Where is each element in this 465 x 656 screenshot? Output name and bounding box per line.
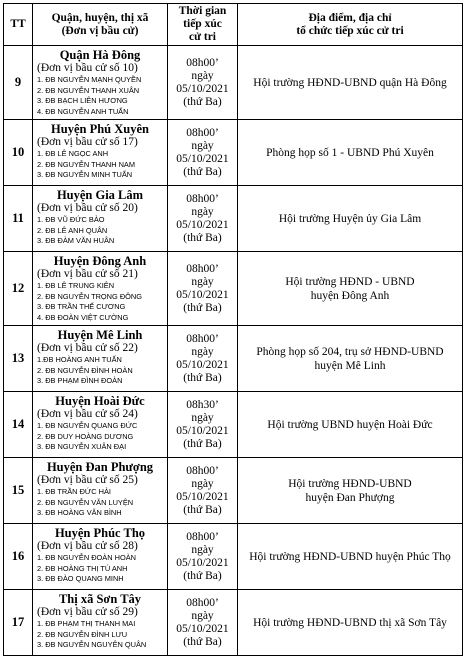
meeting-time-cell [168, 392, 238, 458]
delegate-name: 1. ĐB NGUYỄN QUANG ĐỨC [37, 421, 138, 430]
meeting-date: 05/10/2021 [176, 490, 229, 503]
delegate-name: 3. ĐB PHẠM ĐÌNH ĐOÀN [37, 376, 123, 385]
meeting-place-line1: Phòng họp số 204, trụ sở HĐND-UBND [256, 345, 444, 358]
meeting-day-label: ngày [191, 477, 214, 490]
delegate-name: 1. ĐB TRẦN ĐỨC HẢI [37, 487, 111, 496]
delegate-name: 1. ĐB LÊ TRUNG KIÊN [37, 281, 115, 290]
electoral-unit-number: (Đơn vị bầu cử số 24) [37, 408, 138, 420]
meeting-day-label: ngày [191, 411, 214, 424]
delegate-name: 3. ĐB BẠCH LIÊN HƯƠNG [37, 96, 128, 105]
meeting-place-cell [238, 186, 463, 252]
meeting-date: 05/10/2021 [176, 358, 229, 371]
electoral-unit-number: (Đơn vị bầu cử số 25) [37, 474, 138, 486]
meeting-time-cell [168, 46, 238, 120]
electoral-unit-cell [33, 326, 168, 392]
row-number: 13 [4, 326, 33, 392]
voter-meeting-schedule-table [3, 3, 463, 656]
electoral-unit-number: (Đơn vị bầu cử số 20) [37, 202, 138, 214]
delegate-name: 1. ĐB VŨ ĐỨC BẢO [37, 215, 105, 224]
table-row [4, 392, 463, 458]
row-number: 11 [4, 186, 33, 252]
table-row [4, 186, 463, 252]
electoral-unit-number: (Đơn vị bầu cử số 21) [37, 268, 138, 280]
district-name: Huyện Phúc Thọ [54, 526, 146, 540]
meeting-place-line2: huyện Đan Phượng [305, 491, 395, 504]
delegate-name: 2. ĐB NGUYỄN VĂN LUYỆN [37, 497, 134, 507]
meeting-hour: 08h00’ [186, 530, 219, 543]
row-number: 14 [4, 392, 33, 458]
meeting-time-cell [168, 326, 238, 392]
table-row [4, 46, 463, 120]
electoral-unit-cell [33, 46, 168, 120]
meeting-hour: 08h00’ [186, 596, 219, 609]
delegate-name: 2. ĐB NGUYỄN ĐÌNH LƯU [37, 629, 128, 639]
meeting-place-cell [238, 46, 463, 120]
meeting-date: 05/10/2021 [176, 622, 229, 635]
meeting-place-line1: Hội trường HĐND-UBND thị xã Sơn Tây [253, 616, 447, 629]
meeting-date: 05/10/2021 [176, 152, 229, 165]
electoral-unit-cell [33, 252, 168, 326]
delegate-name: 2. ĐB NGUYỄN ĐÌNH HOÀN [37, 365, 133, 375]
electoral-unit-number: (Đơn vị bầu cử số 10) [37, 62, 138, 74]
meeting-time-cell [168, 252, 238, 326]
meeting-place-line2: huyện Đông Anh [310, 289, 390, 302]
electoral-unit-cell [33, 458, 168, 524]
delegate-name: 3. ĐB NGUYỄN NGUYÊN QUÂN [37, 640, 147, 649]
meeting-time-cell [168, 590, 238, 656]
schedule-document [3, 3, 462, 649]
meeting-place-line1: Phòng họp số 1 - UBND Phú Xuyên [266, 146, 434, 159]
delegate-name: 3. ĐB NGUYỄN MINH TUẤN [37, 170, 133, 179]
district-name: Quận Hà Đông [59, 48, 141, 62]
meeting-place-line2: huyện Mê Linh [314, 359, 386, 372]
meeting-time-cell [168, 458, 238, 524]
meeting-place-cell [238, 120, 463, 186]
delegate-name: 2. ĐB NGUYỄN THANH NAM [37, 159, 136, 169]
meeting-hour: 08h00’ [186, 332, 219, 345]
row-number: 17 [4, 590, 33, 656]
electoral-unit-cell [33, 524, 168, 590]
table-row [4, 524, 463, 590]
district-name: Huyện Phú Xuyên [51, 122, 149, 136]
table-body [4, 46, 463, 656]
table-row [4, 120, 463, 186]
meeting-weekday: (thứ Ba) [183, 301, 222, 314]
meeting-hour: 08h00’ [186, 262, 219, 275]
row-number: 10 [4, 120, 33, 186]
meeting-place-line1: Hội trường HĐND-UBND huyện Phúc Thọ [249, 550, 451, 563]
meeting-weekday: (thứ Ba) [183, 231, 222, 244]
electoral-unit-cell [33, 392, 168, 458]
delegate-name: 3. ĐB HOÀNG VĂN BÌNH [37, 508, 122, 517]
delegate-name: 4. ĐB ĐOÀN VIỆT CƯỜNG [37, 312, 129, 322]
row-number: 9 [4, 46, 33, 120]
electoral-unit-cell [33, 120, 168, 186]
meeting-place-line1: Hội trường HĐND-UBND [288, 477, 412, 490]
meeting-date: 05/10/2021 [176, 82, 229, 95]
meeting-day-label: ngày [191, 345, 214, 358]
meeting-weekday: (thứ Ba) [183, 371, 222, 384]
meeting-hour: 08h00’ [186, 126, 219, 139]
meeting-hour: 08h00’ [186, 464, 219, 477]
meeting-day-label: ngày [191, 205, 214, 218]
district-name: Huyện Đông Anh [53, 254, 147, 268]
meeting-hour: 08h00’ [186, 192, 219, 205]
meeting-date: 05/10/2021 [176, 288, 229, 301]
table-row [4, 252, 463, 326]
header-time [168, 4, 238, 46]
delegate-name: 2. ĐB NGUYỄN TRỌNG ĐÔNG [37, 291, 142, 301]
district-name: Huyện Hoài Đức [55, 394, 145, 408]
table-header-row [4, 4, 463, 46]
header-unit-line2: (Đơn vị bầu cử) [61, 24, 139, 37]
row-number: 16 [4, 524, 33, 590]
header-place-line1: Địa điểm, địa chỉ [308, 11, 392, 24]
meeting-time-cell [168, 186, 238, 252]
meeting-weekday: (thứ Ba) [183, 437, 222, 450]
header-tt: TT [4, 4, 33, 46]
header-unit [33, 4, 168, 46]
header-place [238, 4, 463, 46]
meeting-place-line1: Hội trường UBND huyện Hoài Đức [267, 418, 433, 431]
header-time-line1: Thời gian [178, 5, 227, 17]
delegate-name: 2. ĐB HOÀNG THỊ TÚ ANH [37, 563, 128, 573]
meeting-weekday: (thứ Ba) [183, 95, 222, 108]
delegate-name: 3. ĐB NGUYỄN XUÂN ĐẠI [37, 442, 127, 451]
meeting-time-cell [168, 524, 238, 590]
delegate-name: 3. ĐB ĐÀO QUANG MINH [37, 574, 124, 583]
meeting-place-cell [238, 252, 463, 326]
delegate-name: 1. ĐB NGUYỄN MẠNH QUYỀN [37, 75, 142, 84]
electoral-unit-number: (Đơn vị bầu cử số 22) [37, 342, 138, 354]
header-time-line2: tiếp xúc [183, 18, 222, 30]
meeting-place-line1: Hội trường Huyện ủy Gia Lâm [278, 212, 422, 225]
meeting-date: 05/10/2021 [176, 556, 229, 569]
row-number: 12 [4, 252, 33, 326]
delegate-name: 1. ĐB NGUYỄN ĐOÀN HOÀN [37, 553, 136, 562]
meeting-date: 05/10/2021 [176, 424, 229, 437]
meeting-day-label: ngày [191, 275, 214, 288]
district-name: Huyện Mê Linh [57, 328, 143, 342]
delegate-name: 1. ĐB LÊ NGỌC ANH [37, 149, 109, 158]
meeting-weekday: (thứ Ba) [183, 165, 222, 178]
meeting-hour: 08h00’ [186, 56, 219, 69]
delegate-name: 1. ĐB PHẠM THỊ THANH MAI [37, 619, 136, 628]
district-name: Thị xã Sơn Tây [58, 592, 142, 606]
meeting-date: 05/10/2021 [176, 218, 229, 231]
electoral-unit-cell [33, 186, 168, 252]
meeting-place-cell [238, 524, 463, 590]
meeting-day-label: ngày [191, 609, 214, 622]
meeting-place-cell [238, 458, 463, 524]
meeting-weekday: (thứ Ba) [183, 635, 222, 648]
delegate-name: 1.ĐB HOÀNG ANH TUẤN [37, 355, 122, 364]
district-name: Huyện Gia Lâm [56, 188, 144, 202]
meeting-day-label: ngày [191, 139, 214, 152]
electoral-unit-number: (Đơn vị bầu cử số 29) [37, 606, 138, 618]
district-name: Huyện Đan Phượng [46, 460, 154, 474]
meeting-place-cell [238, 392, 463, 458]
meeting-place-line1: Hội trường HĐND - UBND [285, 275, 415, 288]
table-row [4, 590, 463, 656]
electoral-unit-cell [33, 590, 168, 656]
delegate-name: 2. ĐB NGUYỄN THANH XUÂN [37, 85, 140, 95]
header-time-line3: cử tri [188, 31, 216, 43]
header-unit-line1: Quận, huyện, thị xã [51, 11, 149, 24]
table-row [4, 458, 463, 524]
meeting-place-cell [238, 326, 463, 392]
delegate-name: 4. ĐB NGUYỄN ANH TUẤN [37, 106, 129, 116]
delegate-name: 3. ĐB ĐÀM VĂN HUÂN [37, 236, 115, 245]
header-place-line2: tổ chức tiếp xúc cử tri [296, 24, 404, 37]
meeting-weekday: (thứ Ba) [183, 569, 222, 582]
meeting-time-cell [168, 120, 238, 186]
row-number: 15 [4, 458, 33, 524]
table-row [4, 326, 463, 392]
meeting-hour: 08h30’ [186, 398, 219, 411]
meeting-place-cell [238, 590, 463, 656]
electoral-unit-number: (Đơn vị bầu cử số 17) [37, 136, 138, 148]
electoral-unit-number: (Đơn vị bầu cử số 28) [37, 540, 138, 552]
meeting-day-label: ngày [191, 543, 214, 556]
meeting-day-label: ngày [191, 69, 214, 82]
delegate-name: 2. ĐB DUY HOÀNG DƯƠNG [37, 431, 134, 441]
meeting-weekday: (thứ Ba) [183, 503, 222, 516]
delegate-name: 2. ĐB LÊ ANH QUÂN [37, 225, 108, 235]
delegate-name: 3. ĐB TRẦN THẾ CƯƠNG [37, 302, 126, 311]
meeting-place-line1: Hội trường HĐND-UBND quận Hà Đông [253, 76, 447, 89]
